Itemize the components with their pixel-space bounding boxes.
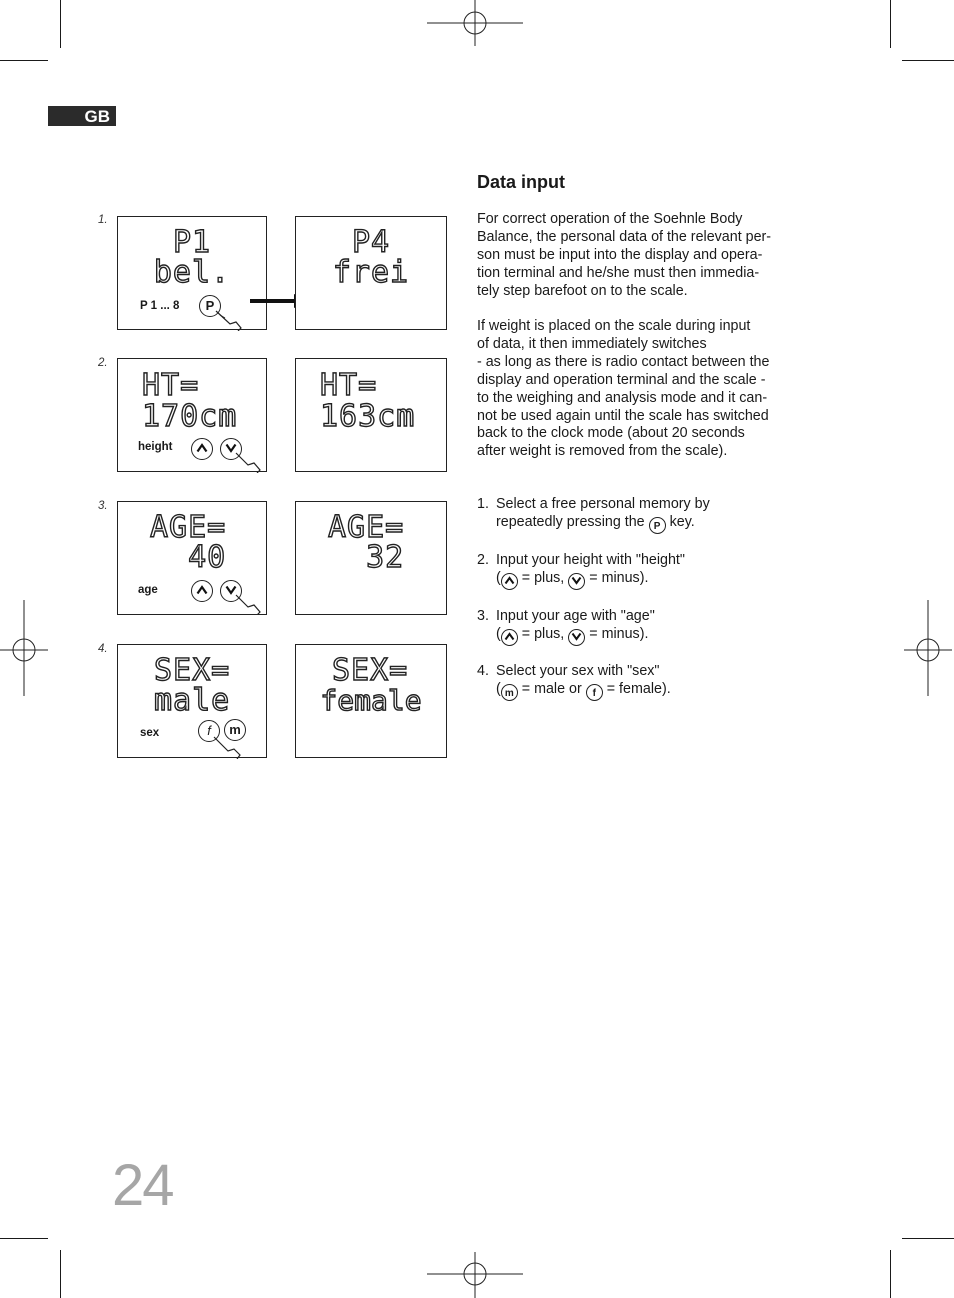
display-line: male: [154, 683, 231, 718]
crop-mark: [890, 0, 891, 48]
display-line: SEX=: [154, 653, 231, 688]
display-panel: [117, 644, 267, 758]
display-line: AGE=: [328, 510, 405, 545]
step-item: [477, 496, 817, 534]
intro-paragraph-2: [477, 318, 807, 461]
up-arrow-key-icon: [501, 573, 518, 590]
language-label: GB: [84, 107, 110, 126]
crop-mark: [60, 1250, 61, 1298]
down-arrow-key-icon: [568, 573, 585, 590]
display-panel: [117, 358, 267, 472]
step-text: = minus).: [589, 625, 649, 642]
step-text: Select a free personal memory by: [496, 496, 710, 512]
display-line: SEX=: [332, 653, 409, 688]
registration-mark-icon: [0, 600, 48, 700]
crop-mark: [0, 1238, 48, 1239]
button-label: P 1 ... 8: [140, 300, 180, 312]
display-panel: [295, 216, 447, 330]
step-text: = plus,: [521, 625, 565, 642]
page-number: 24: [112, 1153, 173, 1218]
p-button-icon: P: [199, 295, 221, 317]
display-panel: [295, 501, 447, 615]
m-button-icon: m: [224, 719, 246, 741]
p-key-icon: P: [649, 517, 666, 534]
display-line: bel.: [153, 255, 231, 290]
step-number: 3.: [477, 607, 489, 624]
display-line: frei: [332, 255, 410, 290]
step-number: 2.: [477, 551, 489, 568]
finger-icon: [234, 593, 264, 615]
m-key-icon: m: [501, 684, 518, 701]
text-line: - as long as there is radio contact between the: [477, 353, 770, 370]
row-number: 1.: [98, 214, 108, 226]
up-arrow-key-icon: [501, 629, 518, 646]
step-text: = plus,: [521, 569, 565, 586]
f-key-icon: f: [586, 684, 603, 701]
text-line: of data, it then immediately switches: [477, 335, 707, 352]
step-text: Select your sex with "sex": [496, 663, 660, 680]
step-text: repeatedly pressing the: [496, 513, 645, 530]
step-item: [477, 608, 817, 646]
crop-mark: [902, 60, 954, 61]
display-line: 32: [328, 540, 405, 575]
display-panel: [117, 216, 267, 330]
display-line: 170cm: [142, 399, 238, 434]
language-tab: [48, 106, 116, 126]
step-item: [477, 552, 817, 590]
steps-list: [477, 496, 817, 719]
row-number: 4.: [98, 643, 108, 655]
display-panel: [295, 358, 447, 472]
step-text: = minus).: [589, 569, 649, 586]
row-number: 2.: [98, 357, 108, 369]
registration-mark-icon: [427, 0, 527, 48]
text-line: after weight is removed from the scale).: [477, 443, 728, 460]
text-line: For correct operation of the Soehnle Body: [477, 211, 743, 227]
paren: (: [496, 625, 501, 642]
text-line: not be used again until the scale has switched: [477, 407, 769, 424]
row-number: 3.: [98, 500, 108, 512]
crop-mark: [60, 0, 61, 48]
paren: (: [496, 569, 501, 586]
text-line: Balance, the personal data of the relevant per-: [477, 228, 772, 245]
display-panel: [117, 501, 267, 615]
up-arrow-button-icon: [191, 580, 213, 602]
display-line: HT=: [320, 368, 378, 403]
step-number: 1.: [477, 496, 489, 512]
display-line: HT=: [142, 368, 200, 403]
intro-paragraph-1: [477, 211, 807, 301]
step-text: = female).: [606, 681, 671, 698]
step-text: key.: [669, 513, 695, 530]
step-text: Input your height with "height": [496, 551, 685, 568]
display-panel: [295, 644, 447, 758]
registration-mark-icon: [904, 600, 952, 700]
text-line: If weight is placed on the scale during input: [477, 318, 751, 334]
text-line: tely step barefoot on to the scale.: [477, 282, 688, 299]
display-line: 163cm: [320, 399, 416, 434]
display-line: AGE=: [150, 510, 227, 545]
step-item: [477, 663, 817, 701]
step-text: = male or: [521, 681, 582, 698]
step-text: Input your age with "age": [496, 607, 655, 624]
down-arrow-key-icon: [568, 629, 585, 646]
display-line: P4: [351, 225, 391, 260]
text-line: tion terminal and he/she must then immedia-: [477, 264, 760, 281]
display-line: female: [320, 684, 422, 717]
finger-icon: [214, 309, 244, 331]
registration-mark-icon: [427, 1250, 527, 1298]
text-line: son must be input into the display and opera-: [477, 246, 763, 263]
f-button-icon: f: [198, 720, 220, 742]
step-number: 4.: [477, 663, 489, 680]
display-line: 40: [150, 540, 227, 575]
finger-icon: [212, 735, 246, 759]
crop-mark: [890, 1250, 891, 1298]
text-line: to the weighing and analysis mode and it can-: [477, 389, 768, 406]
finger-icon: [234, 451, 264, 473]
up-arrow-button-icon: [191, 438, 213, 460]
crop-mark: [902, 1238, 954, 1239]
text-line: display and operation terminal and the scale -: [477, 371, 766, 388]
button-label: height: [138, 441, 173, 453]
button-label: age: [138, 584, 158, 596]
button-label: sex: [140, 727, 160, 739]
crop-mark: [0, 60, 48, 61]
display-line: P1: [172, 225, 212, 260]
paren: (: [496, 681, 501, 698]
section-title: Data input: [477, 172, 565, 192]
text-line: back to the clock mode (about 20 seconds: [477, 425, 745, 442]
